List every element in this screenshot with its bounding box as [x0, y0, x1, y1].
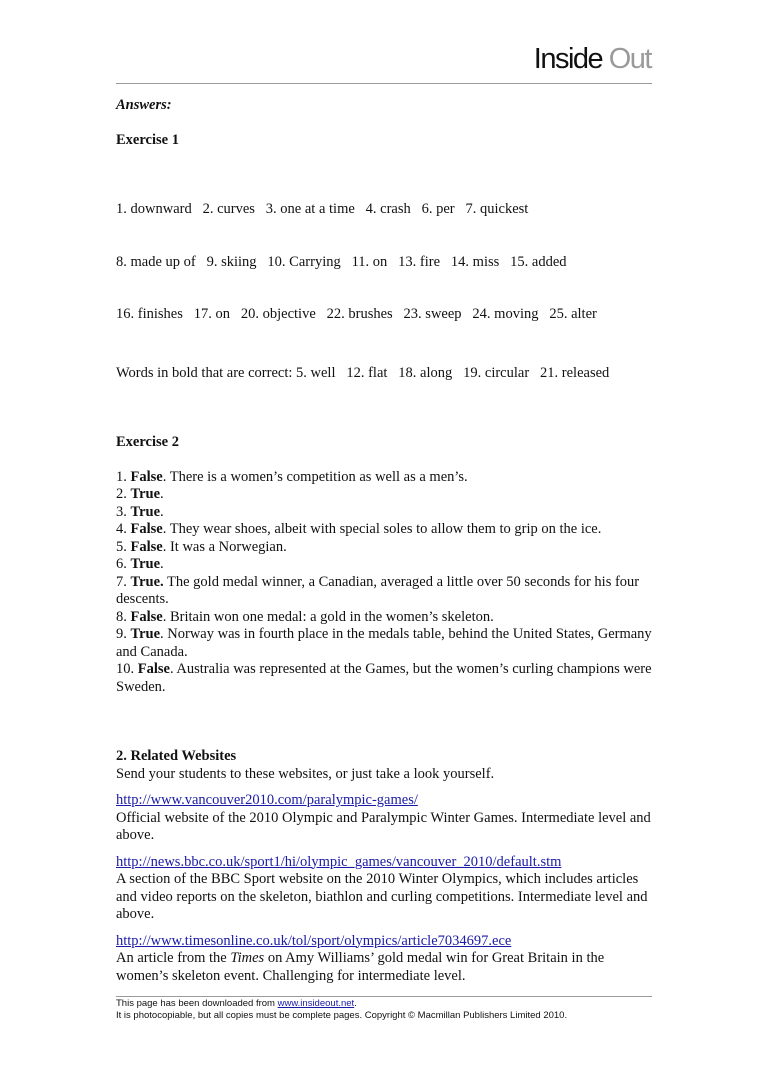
item-verdict: True: [130, 486, 161, 502]
related-websites-heading: 2. Related Websites: [116, 748, 237, 764]
item-text: .: [160, 503, 164, 520]
exercise1-line: 16. finishes 17. on 20. objective 22. brushes 23. sweep 24. moving 25. alter: [116, 306, 597, 322]
footer-line-2: It is photocopiable, but all copies must be complete pages. Copyright © Macmillan Publishers Limited 2010.: [116, 1010, 568, 1021]
exercise2-item: [116, 539, 656, 557]
page-content: [116, 97, 656, 985]
item-number: 2.: [116, 486, 131, 502]
item-verdict: False: [130, 608, 163, 625]
item-text: The gold medal winner, a Canadian, averaged a little over 50 seconds for his four descents.: [116, 573, 640, 607]
exercise1-answers: [116, 166, 656, 417]
website-link-bbc[interactable]: http://news.bbc.co.uk/sport1/hi/olympic_games/vancouver_2010/default.stm: [116, 853, 562, 870]
desc-text: An article from the: [116, 950, 231, 966]
publication-title: Times: [230, 950, 265, 966]
item-text: . Britain won one medal: a gold in the women’s skeleton.: [162, 608, 494, 625]
exercise1-line: 1. downward 2. curves 3. one at a time 4. crash 6. per 7. quickest: [116, 201, 529, 217]
exercise2-item: [116, 626, 656, 661]
exercise1-correct-words: Words in bold that are correct: 5. well 12. flat 18. along 19. circular 21. released: [116, 364, 610, 381]
exercise2-item: [116, 556, 656, 574]
exercise2-item: [116, 661, 656, 696]
page-footer: [116, 998, 567, 1022]
exercise2-item: [116, 504, 656, 522]
website-link[interactable]: [116, 854, 656, 872]
item-text: .: [160, 556, 164, 572]
website-description: A section of the BBC Sport website on the 2010 Winter Olympics, which includes articles and video reports on the skeleton, biathlon and curling competitions. Intermediate level and above.: [116, 871, 648, 922]
item-verdict: False: [130, 521, 163, 537]
exercise2-heading: Exercise 2: [116, 434, 179, 450]
exercise2-answers: [116, 469, 656, 697]
item-verdict: True: [130, 556, 161, 572]
item-text: .: [160, 486, 164, 502]
item-verdict: True.: [130, 573, 164, 590]
desc-text: on Amy Williams’ gold medal win for Great Britain in the women’s skeleton event. Challenging for intermediate level.: [116, 950, 605, 984]
related-websites-intro: Send your students to these websites, or just take a look yourself.: [116, 765, 495, 782]
exercise1-line: 8. made up of 9. skiing 10. Carrying 11. on 13. fire 14. miss 15. added: [116, 253, 567, 270]
footer-text: .: [354, 998, 357, 1009]
website-link-vancouver[interactable]: http://www.vancouver2010.com/paralympic-games/: [116, 792, 418, 808]
item-text: . There is a women’s competition as well as a men’s.: [162, 468, 468, 485]
item-number: 5.: [116, 538, 131, 555]
item-number: 8.: [116, 608, 131, 625]
item-text: . Norway was in fourth place in the medals table, behind the United States, Germany and Canada.: [116, 626, 652, 660]
website-description: [116, 950, 656, 985]
header-divider: [116, 83, 652, 84]
footer-link[interactable]: www.insideout.net: [277, 998, 355, 1009]
item-number: 9.: [116, 626, 131, 642]
exercise1-heading: Exercise 1: [116, 131, 179, 148]
footer-text: This page has been downloaded from: [116, 998, 278, 1009]
item-text: . They wear shoes, albeit with special soles to allow them to grip on the ice.: [162, 521, 602, 537]
website-link[interactable]: [116, 792, 656, 810]
item-verdict: True: [130, 503, 161, 520]
brand-logo-out: Out: [608, 43, 651, 75]
website-description: Official website of the 2010 Olympic and Paralympic Winter Games. Intermediate level and above.: [116, 809, 651, 843]
exercise2-item: [116, 469, 656, 487]
item-number: 7.: [116, 573, 131, 590]
item-text: . Australia was represented at the Games, but the women’s curling champions were Sweden.: [116, 661, 652, 695]
brand-logo-inside: Inside: [533, 43, 603, 75]
item-verdict: False: [130, 538, 163, 555]
item-verdict: False: [130, 468, 163, 485]
item-number: 10.: [116, 661, 138, 677]
item-number: 6.: [116, 556, 131, 572]
item-number: 3.: [116, 503, 131, 520]
exercise2-item: [116, 574, 656, 609]
exercise2-item: [116, 521, 656, 539]
brand-logo: [534, 45, 651, 74]
exercise2-item: [116, 609, 656, 627]
item-verdict: True: [130, 626, 161, 642]
answers-heading: Answers:: [116, 97, 172, 113]
website-link[interactable]: [116, 933, 656, 951]
item-number: 4.: [116, 521, 131, 537]
website-link-times[interactable]: http://www.timesonline.co.uk/tol/sport/olympics/article7034697.ece: [116, 932, 512, 949]
footer-divider: [116, 996, 652, 997]
item-text: . It was a Norwegian.: [162, 538, 287, 555]
item-verdict: False: [137, 661, 170, 677]
footer-line-1: [116, 998, 567, 1010]
item-number: 1.: [116, 468, 131, 485]
exercise2-item: [116, 486, 656, 504]
